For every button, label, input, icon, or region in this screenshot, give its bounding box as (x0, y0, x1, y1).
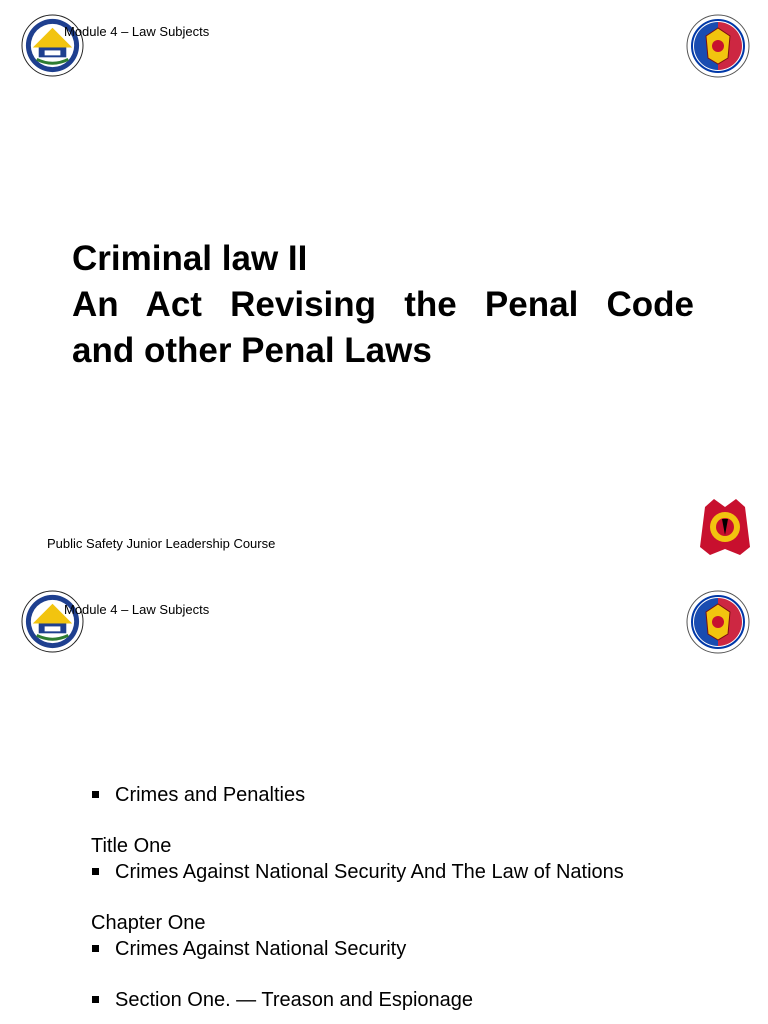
list-item (91, 987, 731, 1013)
list-item (91, 782, 731, 808)
bullet-square-icon (92, 868, 99, 875)
title-line-3: and other Penal Laws (72, 331, 432, 370)
bullet-square-icon (92, 945, 99, 952)
bullet-square-icon (92, 791, 99, 798)
list-item-label: Crimes Against National Security And The Law of Nations (115, 861, 624, 883)
list-item (91, 936, 731, 962)
pnp-training-seal-icon (686, 14, 750, 78)
slide-content (91, 782, 731, 1013)
header-module: Module 4 – Law Subjects (64, 24, 210, 39)
page-title (72, 236, 694, 374)
title-line-2: An Act Revising the Penal Code (72, 285, 694, 324)
list-item-label: Crimes and Penalties (115, 784, 306, 806)
list-item-label: Crimes Against National Security (115, 938, 407, 960)
footer-course: Public Safety Junior Leadership Course (47, 536, 276, 551)
school-seal-icon (21, 590, 84, 653)
section-heading: Chapter One (91, 912, 206, 934)
pnp-training-seal-icon (686, 590, 750, 654)
slide-2 (0, 576, 768, 1024)
header-module: Module 4 – Law Subjects (64, 602, 210, 617)
section-heading: Title One (91, 835, 172, 857)
title-line-1: Criminal law II (72, 239, 308, 278)
pnp-badge-icon (700, 497, 750, 557)
bullet-square-icon (92, 996, 99, 1003)
list-item-label: Section One. — Treason and Espionage (115, 989, 474, 1011)
list-item (91, 859, 731, 885)
